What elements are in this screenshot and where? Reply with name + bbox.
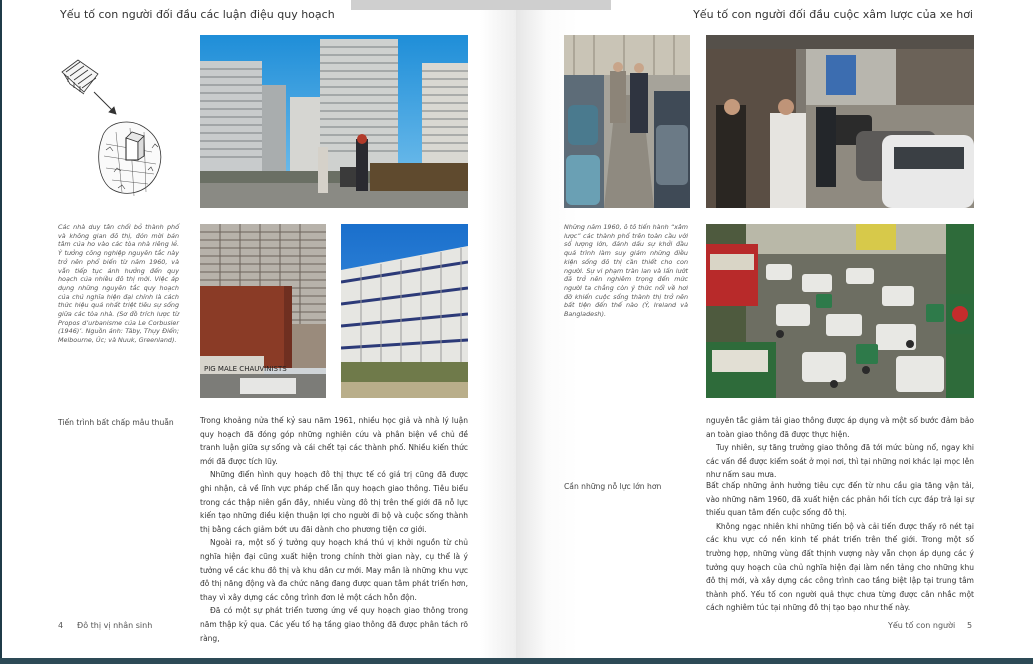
- right-page: [516, 0, 1033, 664]
- photo-brick-housing: [200, 224, 326, 398]
- photo-traffic-jam: [706, 224, 974, 398]
- right-page-number: 5: [967, 621, 973, 630]
- viewer-bottom-edge: [0, 658, 1033, 664]
- photo-crowded-street: [706, 35, 974, 208]
- right-body-text-top: [706, 414, 974, 482]
- right-paragraph: Không ngạc nhiên khi những tiến bộ và cải tiến được thấy rõ nét tại các khu vực có nền kinh tế phát triển trên thế giới. Trong một số trường hợp, những vùng đất thịnh vượng này vẫn chọn áp dụng các ý tưởng quy hoạch của chủ nghĩa hiện đại làm nền tảng cho những khu đô thị mới, và xây dựng các công trình cao tầng biệt lập tại trung tâm thành phố. Yếu tố con người quả thực chưa từng được cân nhắc một cách nghiêm túc tại những đô thị tạo bạo như thế này.: [706, 521, 974, 613]
- left-page-number: 4: [58, 621, 64, 630]
- left-body-text: [200, 414, 468, 645]
- left-footer-title: Đô thị vị nhân sinh: [77, 621, 153, 630]
- right-paragraph: Tuy nhiên, sự tăng trưởng giao thông đã tới mức bùng nổ, ngay khi các vấn đề được kiểm soát ở mọi nơi, thì tại những nơi khác lại mọc lên như nấm sau mưa.: [706, 443, 974, 480]
- photo-tower-blocks: [200, 35, 468, 208]
- right-paragraph: Bất chấp những ảnh hưởng tiêu cực đến từ nhu cầu gia tăng vận tải, vào những năm 1960, đã xuất hiện các phản hồi tích cực đáp trả lại sự thiếu quan tâm đến cuộc sống đô thị.: [706, 481, 974, 518]
- wall-sign-text: PIG MALE CHAUVINISTS: [204, 365, 287, 373]
- right-running-header: Yếu tố con người đối đầu cuộc xâm lược của xe hơi: [693, 8, 973, 21]
- left-photo-caption: Các nhà duy tân chối bỏ thành phố và không gian đô thị, đón mời bản tâm của ho vào các tòa nhà riêng lẻ. Ý tưởng công nghiệp nguyên tắc này trở nên phổ biến từ năm 1960, và vẫn tiếp tục ảnh hưởng đến quy hoạch của nhiều đô thị mới. Việc áp dụng những nguyên tắc quy hoạch của chủ nghĩa hiện đại chính là cách thức hiệu quả nhất triệt tiêu sự sống giữa các tòa nhà. (Sơ đồ trích lược từ Propos d’urbanisme của Le Corbusier (1946)’. Nguồn ảnh: Täby, Thụy Điển; Melbourne, Úc; và Nuuk, Greenland).: [58, 223, 179, 345]
- right-body-text-bottom: [706, 479, 974, 615]
- left-running-header: Yếu tố con người đối đầu các luận điệu quy hoạch: [60, 8, 335, 21]
- left-paragraph: Những điển hình quy hoạch đô thị thực tế có giá trị cũng đã được ghi nhận, cả về lĩnh vực pháp chế lẫn quy hoạch giao thông. Tiêu biểu trong các thập niên gần đây, nhiều vùng đô thị trên thế giới đã nỗ lực kiến tạo những điều kiện thuận lợi cho người đi bộ và cuộc sống thành thị bằng cách giảm bớt ưu đãi dành cho phương tiện cơ giới.: [200, 470, 468, 534]
- left-paragraph: Đã có một sự phát triển tương ứng về quy hoạch giao thông trong năm thập kỷ qua. Các yếu tố hạ tầng giao thông đã được phân tách rõ ràng,: [200, 606, 468, 643]
- planning-sketch-diagram: [56, 52, 176, 212]
- right-paragraph: nguyên tắc giảm tải giao thông được áp dụng và một số bước đảm bảo an toàn giao thông đã được thực hiện.: [706, 416, 974, 439]
- right-footer-title: Yếu tố con người: [888, 621, 956, 630]
- photo-slab-building: [341, 224, 468, 398]
- right-photo-caption: Những năm 1960, ô tô tiến hành “xâm lược” các thành phố trên toàn cầu với số lượng lớn, đánh dấu sự khởi đầu quá trình làm suy giảm những điều kiện sống đô thị cần thiết cho con người. Sự vi phạm tràn lan và lấn lướt đã trở nên nghiêm trọng đến mức người ta chẳng còn ý thức nổi về hơi đỡ khiến cuộc sống thành thị trở nên bất tiện đến thế nào (Ý, Ireland và Bangladesh).: [564, 223, 688, 319]
- side-heading-greater-efforts: Cần những nỗ lực lớn hơn: [564, 482, 662, 491]
- left-page: [0, 0, 516, 664]
- viewer-top-bar: [351, 0, 611, 10]
- viewer-left-edge: [0, 0, 2, 664]
- side-heading-progress: Tiến trình bất chấp mâu thuẫn: [58, 418, 174, 427]
- left-paragraph: Trong khoảng nửa thế kỷ sau năm 1961, nhiều học giả và nhà lý luận quy hoạch đã đóng góp những nghiên cứu và phân biện về chủ đề tranh luận giữa sự sống và cái chết tại các thành phố. Nhiều kiến thức mới đã được tích lũy.: [200, 416, 468, 466]
- photo-italian-street: [564, 35, 690, 208]
- left-paragraph: Ngoài ra, một số ý tưởng quy hoạch khá thú vị khởi nguồn từ chủ nghĩa hiện đại cũng xuất hiện trong chính thời gian này, cụ thể là ý tưởng về các khu đô thị và khu dân cư mới. May mắn là những khu vực đô thị năng động và đa chức năng đang được quan tâm phát triển hơn, thay vì xây dựng các công trình đơn lẻ một cách hỗn độn.: [200, 538, 468, 602]
